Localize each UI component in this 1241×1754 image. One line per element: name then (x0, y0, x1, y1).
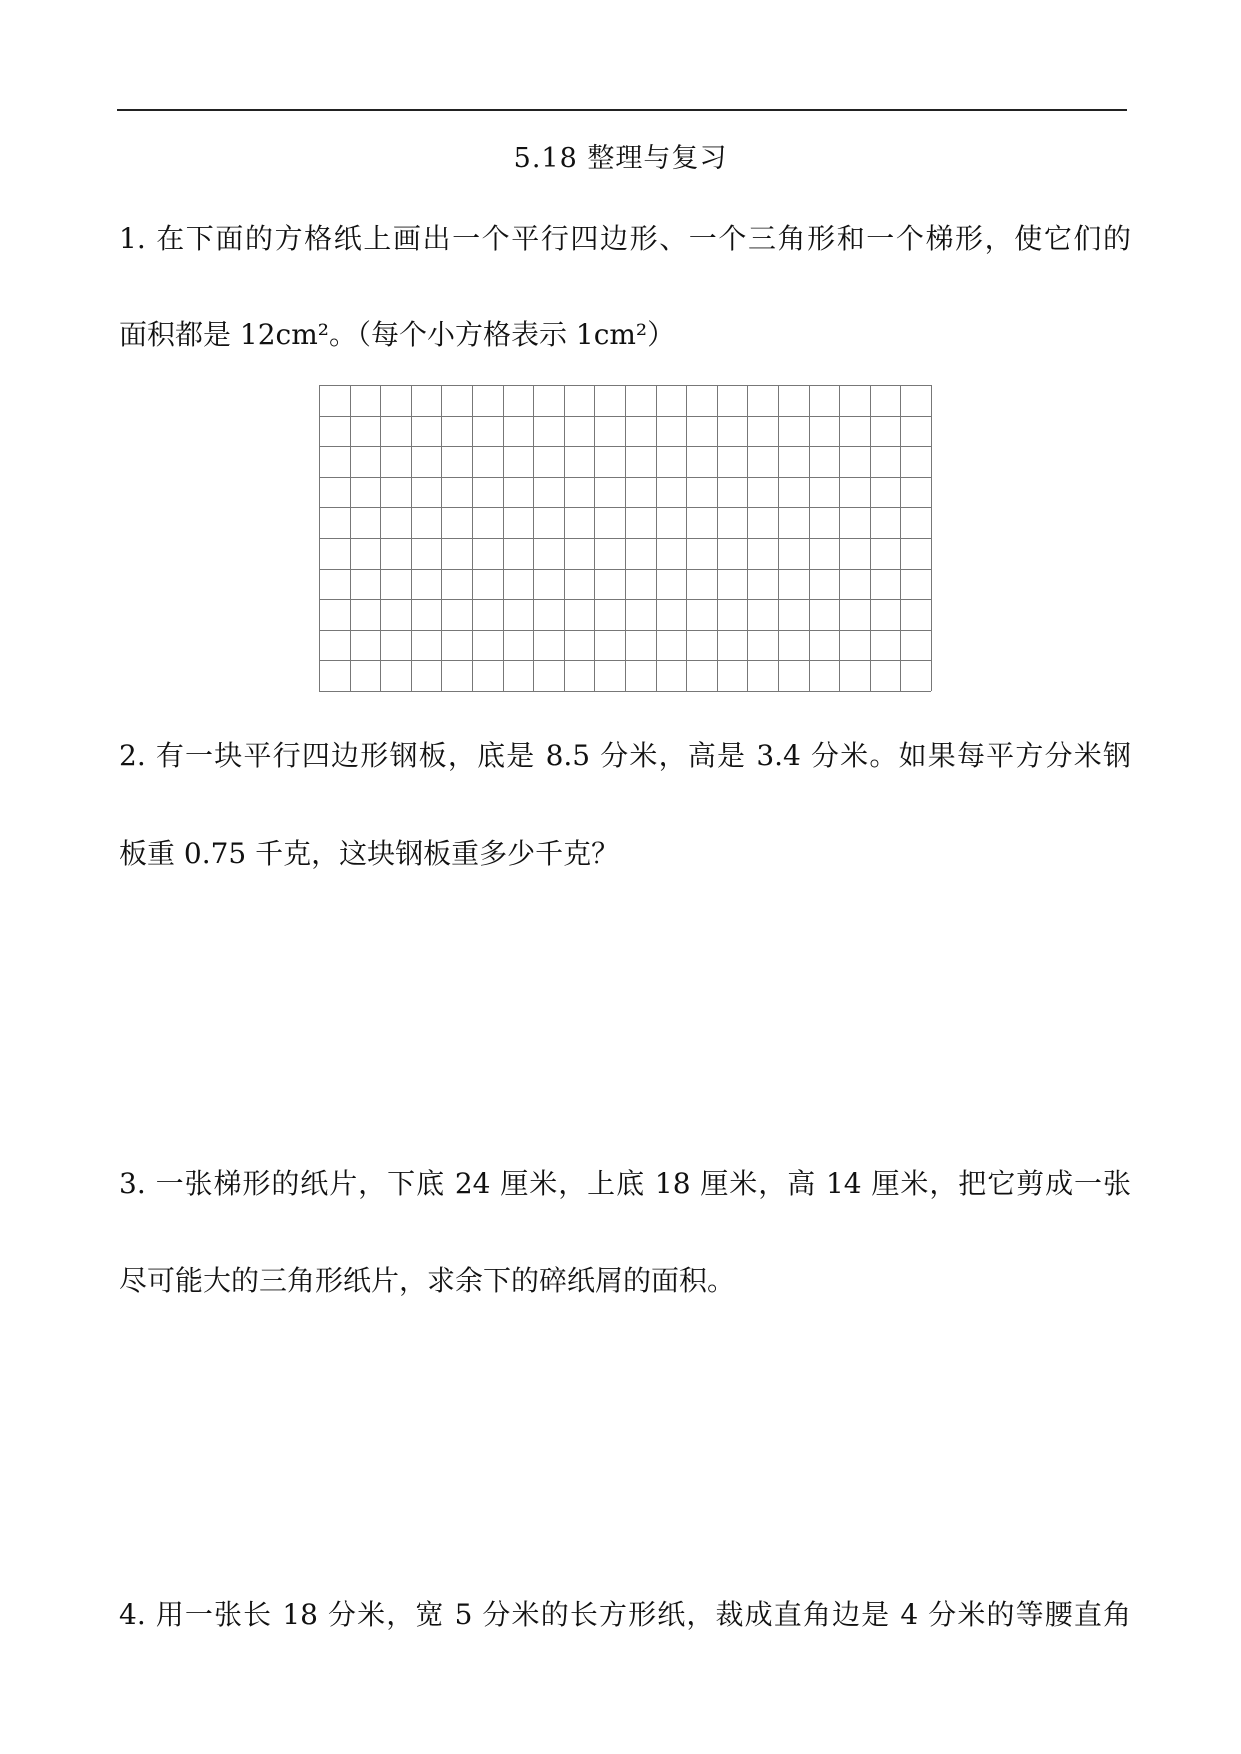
question-2-text-1: 有一块平行四边形钢板，底是 8.5 分米，高是 3.4 分米。如果每平方分米钢 (155, 739, 1131, 772)
question-1-line-1 (119, 222, 1131, 256)
page-title: 5.18 整理与复习 (513, 143, 728, 174)
question-4-line-1 (119, 1598, 1131, 1632)
square-grid-paper (318, 384, 934, 700)
question-1-text-2: 面积都是 12cm²。（每个小方格表示 1cm²） (119, 318, 676, 351)
question-2-text-2: 板重 0.75 千克，这块钢板重多少千克？ (119, 837, 620, 870)
grid-svg (318, 384, 934, 696)
header-rule (117, 109, 1127, 111)
question-2-line-2 (119, 837, 1131, 871)
question-3-text-1: 一张梯形的纸片，下底 24 厘米，上底 18 厘米，高 14 厘米，把它剪成一张 (155, 1167, 1132, 1200)
question-3-line-1 (119, 1167, 1131, 1201)
question-2-line-1 (119, 739, 1131, 773)
question-3-line-2 (119, 1264, 1131, 1298)
question-1-text-1: 在下面的方格纸上画出一个平行四边形、一个三角形和一个梯形，使它们的 (156, 222, 1131, 255)
question-3-number: 3. (119, 1167, 146, 1200)
question-1-number: 1. (119, 222, 146, 255)
question-4-number: 4. (119, 1598, 146, 1631)
question-4-text-1: 用一张长 18 分米，宽 5 分米的长方形纸，裁成直角边是 4 分米的等腰直角 (155, 1598, 1131, 1631)
question-1-line-2 (119, 318, 1131, 352)
question-2-number: 2. (119, 739, 146, 772)
question-3-text-2: 尽可能大的三角形纸片，求余下的碎纸屑的面积。 (119, 1264, 736, 1297)
